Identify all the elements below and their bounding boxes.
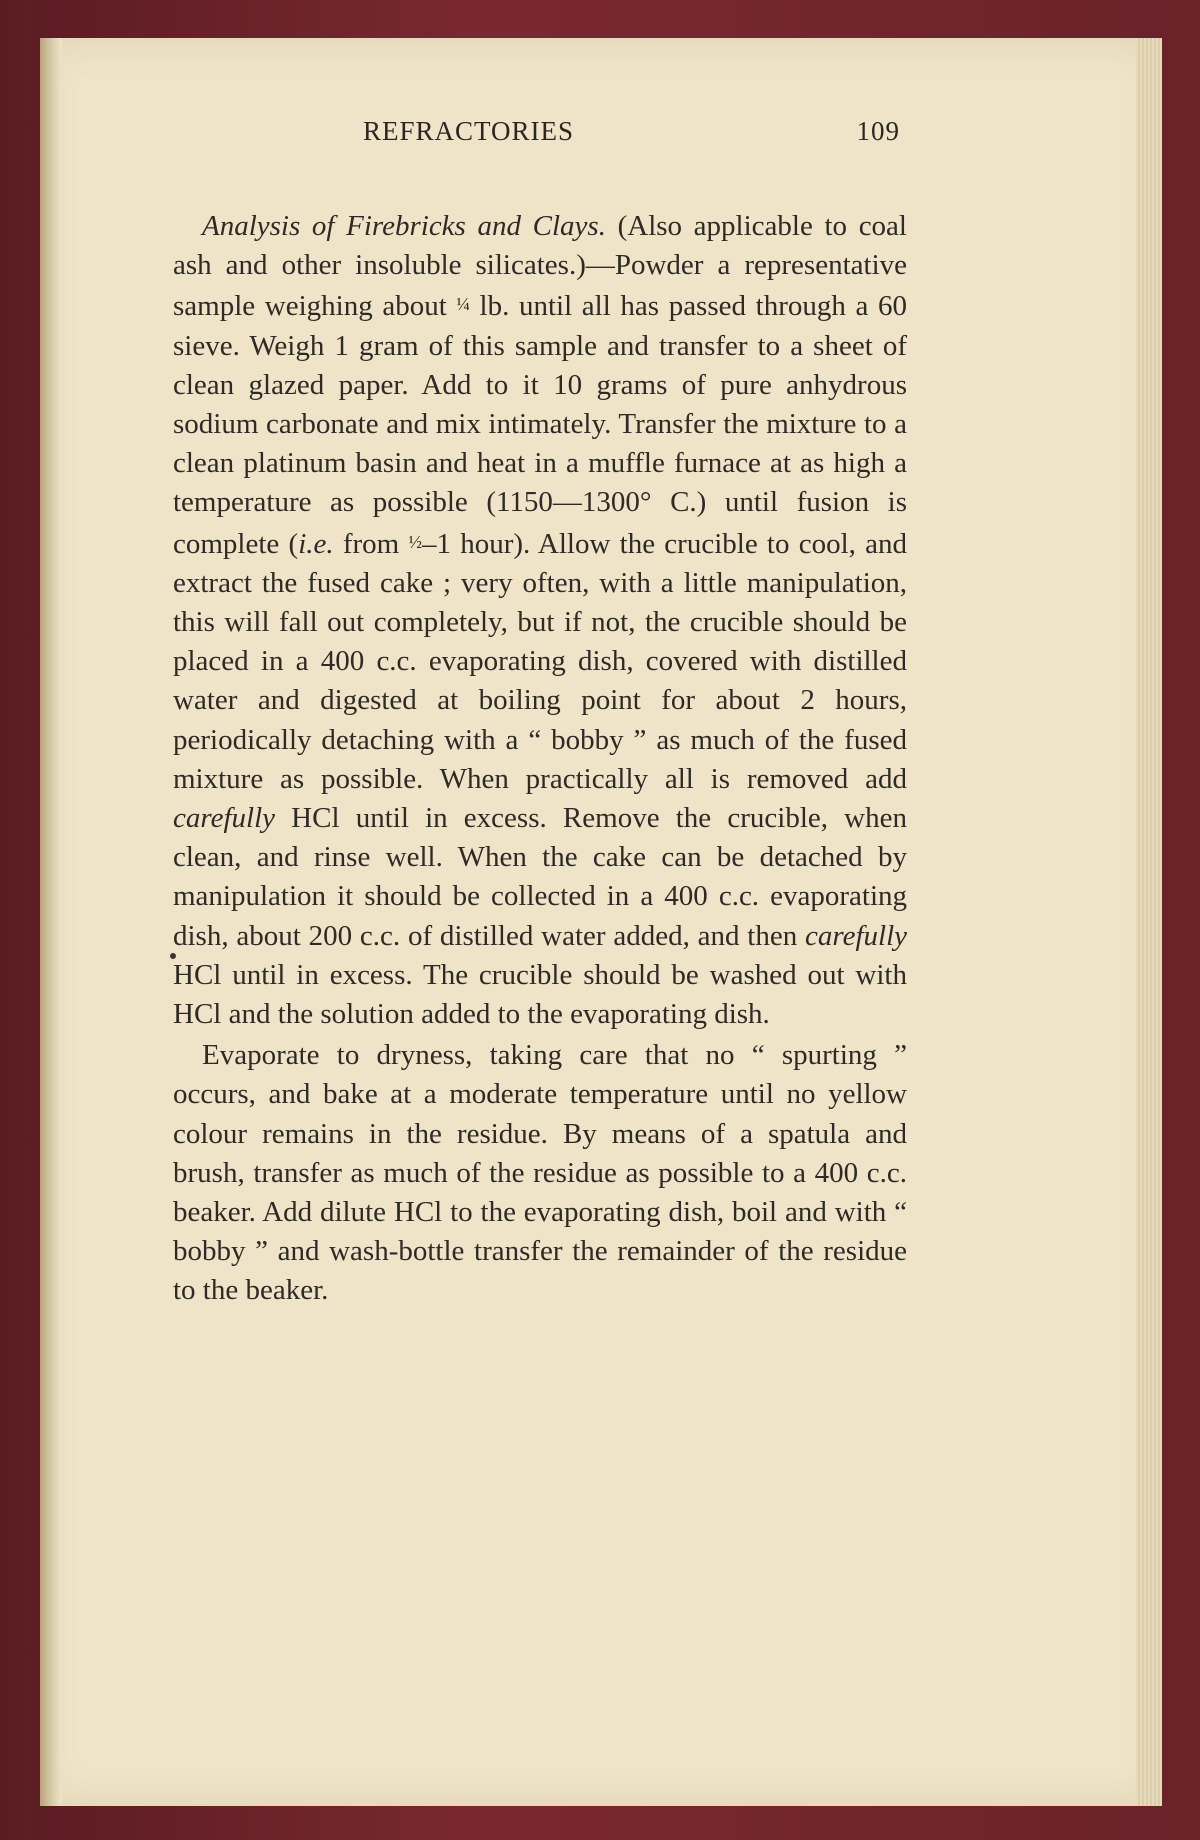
- body-text: [173, 207, 907, 1311]
- section-heading: Analysis of Firebricks and Clays.: [202, 210, 606, 242]
- page-fore-edge: [1136, 38, 1162, 1806]
- page-gutter: [40, 38, 62, 1806]
- text-segment: HCl until in excess. The crucible should be washed out with HCl and the solution added to the evaporating dish.: [173, 958, 907, 1031]
- italic-emphasis: carefully: [173, 802, 275, 835]
- italic-abbreviation: i.e.: [298, 527, 334, 560]
- italic-emphasis: carefully: [805, 919, 907, 952]
- page-number: 109: [856, 116, 900, 146]
- running-head: [160, 112, 900, 152]
- paragraph-1: [173, 207, 907, 1034]
- text-segment: –1 hour). Allow the crucible to cool, and extract the fused cake ; very often, with a little manipulation, this will fall out completely, but if not, the crucible should be placed in a 400 c.c. evaporating dish, covered with distilled water and digested at boiling point for about 2 hours, periodically detaching with a “ bobby ” as much of the fused mixture as possible. When practically all is removed add: [173, 527, 907, 795]
- fraction-half: ½: [408, 531, 422, 552]
- text-segment: HCl until in excess. Remove the crucible, when clean, and rinse well. When the cake can be detached by manipulation it should be collected in a 400 c.c. evaporating dish, about 200 c.c. of distilled water added, and then: [173, 802, 907, 952]
- fraction-quarter: ¼: [456, 294, 470, 315]
- paragraph-2: [173, 1036, 907, 1310]
- margin-mark: [170, 953, 176, 959]
- text-segment: (Also applicable to coal ash and other insoluble silicates.)—Powder a representative sample weighing about: [173, 210, 907, 323]
- text-segment: from: [333, 527, 409, 560]
- text-segment: Evaporate to dryness, taking care that no “ spurting ” occurs, and bake at a moderate temperature until no yellow colour remains in the residue. By means of a spatula and brush, transfer as much of the residue as possible to a 400 c.c. beaker. Add dilute HCl to the evaporating dish, boil and with “ bobby ” and wash-bottle transfer the remainder of the residue to the beaker.: [173, 1039, 907, 1307]
- text-segment: lb. until all has passed through a 60 sieve. Weigh 1 gram of this sample and transfer to a sheet of clean glazed paper. Add to it 10 grams of pure anhydrous sodium carbonate and mix intimately. Transfer the mixture to a clean platinum basin and heat in a muffle furnace at as high a temperature as possible (1150—1300° C.) until fusion is complete (: [173, 290, 907, 560]
- running-head-title: REFRACTORIES: [363, 116, 575, 146]
